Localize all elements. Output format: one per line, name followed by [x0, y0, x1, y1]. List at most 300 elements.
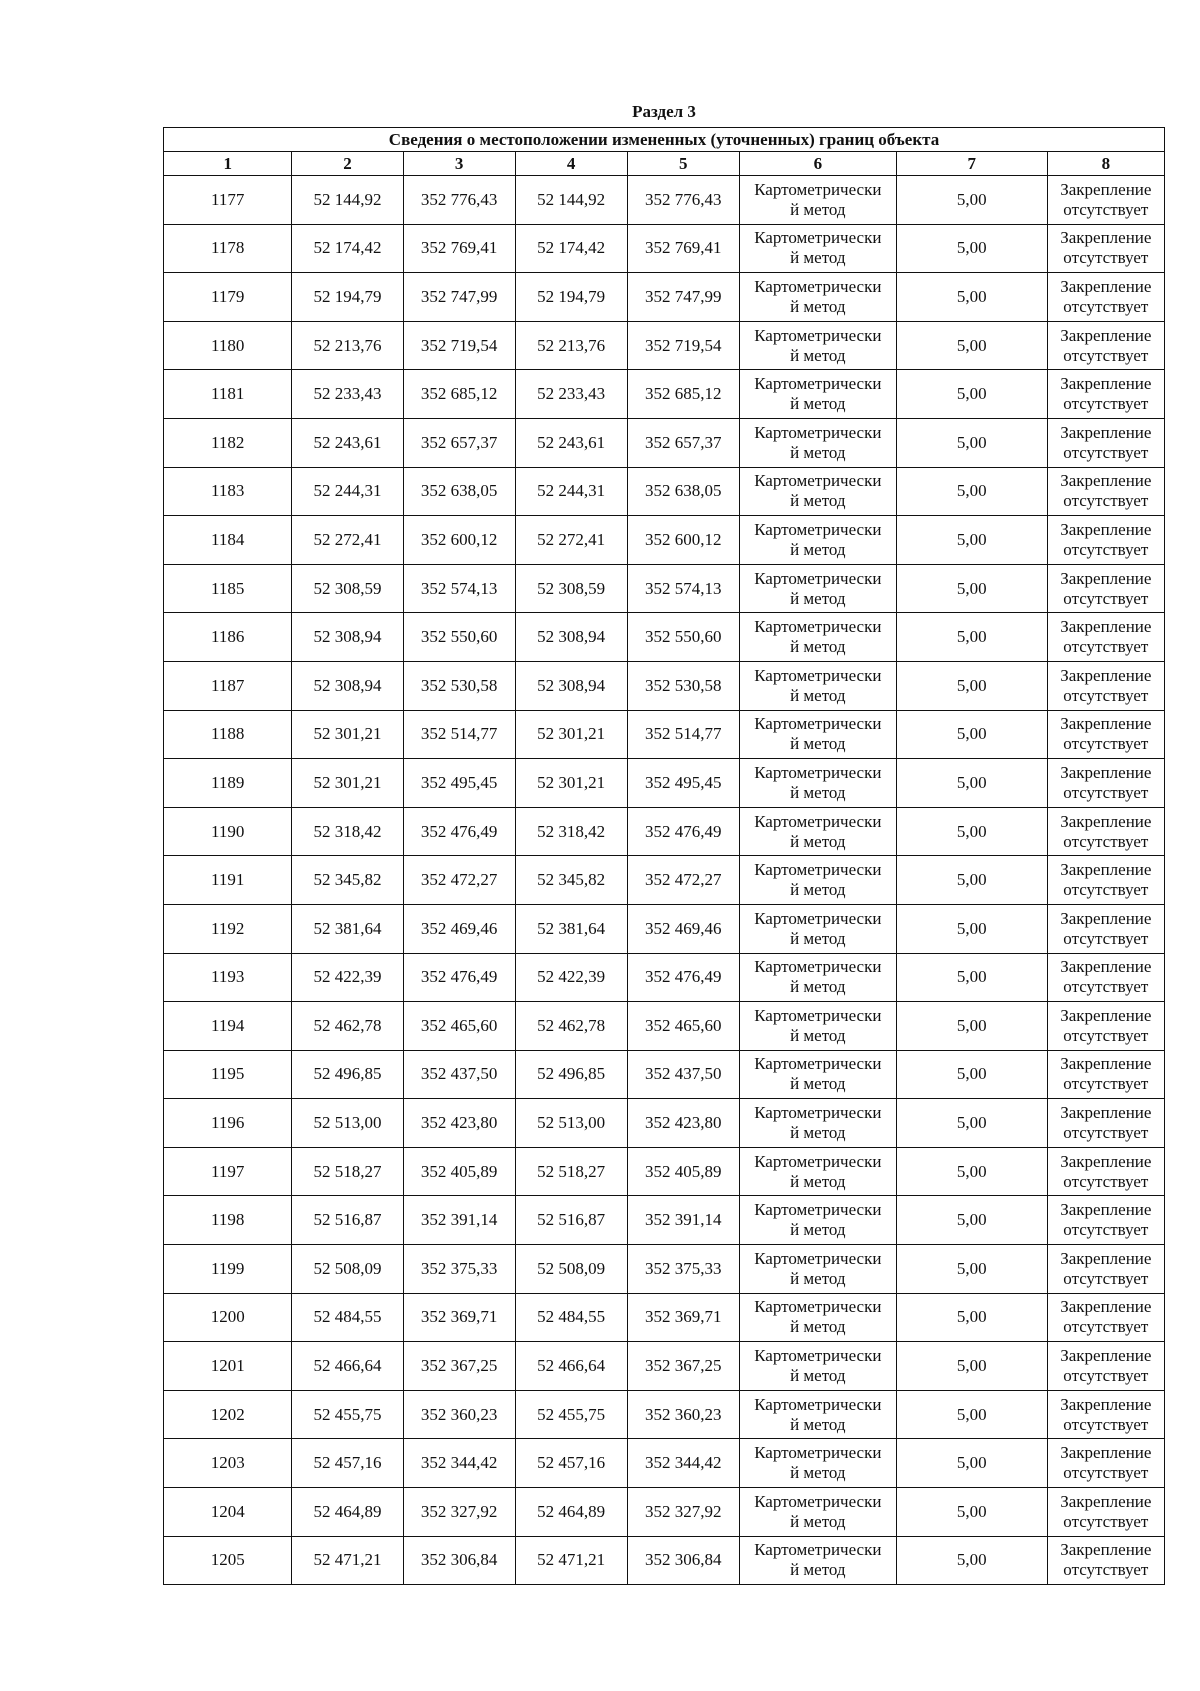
section-title: Раздел 3 — [632, 102, 696, 121]
method-cell-line: Картометрически — [754, 374, 882, 394]
method-cell-line: Картометрически — [754, 1151, 882, 1171]
accuracy-value: 5,00 — [896, 224, 1047, 273]
fixation-cell-line: отсутствует — [1063, 1268, 1149, 1288]
coord-x-new: 52 345,82 — [515, 856, 627, 905]
coord-x-existing: 52 243,61 — [292, 418, 403, 467]
fixation-cell-line: Закрепление — [1060, 811, 1152, 831]
coord-x-existing: 52 308,94 — [292, 613, 403, 662]
coord-x-new: 52 484,55 — [515, 1293, 627, 1342]
method-cell — [739, 516, 896, 565]
method-cell-line: Картометрически — [754, 1346, 882, 1366]
column-number: 3 — [403, 152, 515, 176]
fixation-cell-line: отсутствует — [1063, 637, 1149, 657]
method-cell-line: Картометрически — [754, 325, 882, 345]
fixation-cell-line: отсутствует — [1063, 1511, 1149, 1531]
coord-y-new: 352 375,33 — [627, 1245, 739, 1294]
method-cell-line: Картометрически — [754, 957, 882, 977]
table-row — [164, 1536, 1165, 1585]
coord-y-existing: 352 747,99 — [403, 273, 515, 322]
point-number: 1204 — [164, 1488, 292, 1537]
fixation-cell — [1047, 224, 1164, 273]
accuracy-value: 5,00 — [896, 370, 1047, 419]
method-cell — [739, 759, 896, 808]
accuracy-value: 5,00 — [896, 710, 1047, 759]
method-cell-line: Картометрически — [754, 1394, 882, 1414]
coord-y-new: 352 369,71 — [627, 1293, 739, 1342]
fixation-cell-line: Закрепление — [1060, 908, 1152, 928]
method-cell-line: Картометрически — [754, 471, 882, 491]
method-cell-line: й метод — [790, 637, 846, 657]
accuracy-value: 5,00 — [896, 856, 1047, 905]
method-cell — [739, 176, 896, 225]
point-number: 1188 — [164, 710, 292, 759]
fixation-cell-line: отсутствует — [1063, 539, 1149, 559]
coord-x-new: 52 233,43 — [515, 370, 627, 419]
coord-y-new: 352 769,41 — [627, 224, 739, 273]
accuracy-value: 5,00 — [896, 516, 1047, 565]
table-row — [164, 224, 1165, 273]
table-row — [164, 1196, 1165, 1245]
coord-x-new: 52 144,92 — [515, 176, 627, 225]
coord-x-existing: 52 233,43 — [292, 370, 403, 419]
coord-y-new: 352 776,43 — [627, 176, 739, 225]
coord-y-existing: 352 776,43 — [403, 176, 515, 225]
fixation-cell — [1047, 516, 1164, 565]
coord-x-existing: 52 422,39 — [292, 953, 403, 1002]
point-number: 1179 — [164, 273, 292, 322]
coord-x-new: 52 508,09 — [515, 1245, 627, 1294]
point-number: 1196 — [164, 1099, 292, 1148]
coord-x-existing: 52 318,42 — [292, 807, 403, 856]
fixation-cell-line: отсутствует — [1063, 1025, 1149, 1045]
column-number: 1 — [164, 152, 292, 176]
method-cell-line: Картометрически — [754, 617, 882, 637]
method-cell — [739, 904, 896, 953]
table-row — [164, 176, 1165, 225]
method-cell-line: Картометрически — [754, 811, 882, 831]
fixation-cell-line: отсутствует — [1063, 685, 1149, 705]
method-cell-line: Картометрически — [754, 1248, 882, 1268]
point-number: 1200 — [164, 1293, 292, 1342]
coord-y-existing: 352 514,77 — [403, 710, 515, 759]
fixation-cell — [1047, 807, 1164, 856]
method-cell-line: й метод — [790, 248, 846, 268]
coord-x-existing: 52 345,82 — [292, 856, 403, 905]
fixation-cell-line: Закрепление — [1060, 1151, 1152, 1171]
coord-y-new: 352 638,05 — [627, 467, 739, 516]
accuracy-value: 5,00 — [896, 467, 1047, 516]
method-cell-line: й метод — [790, 1074, 846, 1094]
fixation-cell — [1047, 661, 1164, 710]
method-cell-line: Картометрически — [754, 568, 882, 588]
table-row — [164, 1099, 1165, 1148]
fixation-cell-line: отсутствует — [1063, 394, 1149, 414]
table-row — [164, 1342, 1165, 1391]
accuracy-value: 5,00 — [896, 273, 1047, 322]
table-row — [164, 1293, 1165, 1342]
point-number: 1205 — [164, 1536, 292, 1585]
coord-y-existing: 352 550,60 — [403, 613, 515, 662]
method-cell — [739, 1293, 896, 1342]
point-number: 1193 — [164, 953, 292, 1002]
fixation-cell-line: отсутствует — [1063, 1560, 1149, 1580]
coord-y-new: 352 367,25 — [627, 1342, 739, 1391]
method-cell — [739, 1147, 896, 1196]
fixation-cell-line: Закрепление — [1060, 1540, 1152, 1560]
coord-y-existing: 352 437,50 — [403, 1050, 515, 1099]
coord-x-existing: 52 471,21 — [292, 1536, 403, 1585]
coord-y-existing: 352 476,49 — [403, 807, 515, 856]
fixation-cell-line: Закрепление — [1060, 179, 1152, 199]
fixation-cell — [1047, 904, 1164, 953]
coord-y-existing: 352 469,46 — [403, 904, 515, 953]
coord-y-existing: 352 306,84 — [403, 1536, 515, 1585]
method-cell-line: й метод — [790, 442, 846, 462]
point-number: 1202 — [164, 1390, 292, 1439]
coord-x-new: 52 466,64 — [515, 1342, 627, 1391]
fixation-cell — [1047, 1390, 1164, 1439]
coord-x-new: 52 244,31 — [515, 467, 627, 516]
coord-y-new: 352 465,60 — [627, 1002, 739, 1051]
coord-x-existing: 52 301,21 — [292, 710, 403, 759]
table-row — [164, 1050, 1165, 1099]
coord-y-existing: 352 769,41 — [403, 224, 515, 273]
coord-x-new: 52 174,42 — [515, 224, 627, 273]
method-cell-line: Картометрически — [754, 1005, 882, 1025]
accuracy-value: 5,00 — [896, 1050, 1047, 1099]
fixation-cell — [1047, 1147, 1164, 1196]
method-cell-line: й метод — [790, 685, 846, 705]
point-number: 1199 — [164, 1245, 292, 1294]
method-cell — [739, 856, 896, 905]
coord-y-existing: 352 657,37 — [403, 418, 515, 467]
coord-y-existing: 352 472,27 — [403, 856, 515, 905]
accuracy-value: 5,00 — [896, 321, 1047, 370]
coord-y-new: 352 437,50 — [627, 1050, 739, 1099]
coord-x-new: 52 301,21 — [515, 759, 627, 808]
coord-y-existing: 352 344,42 — [403, 1439, 515, 1488]
point-number: 1189 — [164, 759, 292, 808]
coord-x-new: 52 381,64 — [515, 904, 627, 953]
point-number: 1192 — [164, 904, 292, 953]
column-number: 7 — [896, 152, 1047, 176]
fixation-cell — [1047, 1002, 1164, 1051]
method-cell — [739, 710, 896, 759]
method-cell — [739, 321, 896, 370]
fixation-cell — [1047, 321, 1164, 370]
method-cell-line: й метод — [790, 199, 846, 219]
method-cell-line: й метод — [790, 977, 846, 997]
coord-x-new: 52 464,89 — [515, 1488, 627, 1537]
accuracy-value: 5,00 — [896, 807, 1047, 856]
coord-y-new: 352 530,58 — [627, 661, 739, 710]
method-cell-line: Картометрически — [754, 714, 882, 734]
accuracy-value: 5,00 — [896, 1196, 1047, 1245]
coord-x-new: 52 194,79 — [515, 273, 627, 322]
coord-y-new: 352 495,45 — [627, 759, 739, 808]
coord-x-existing: 52 381,64 — [292, 904, 403, 953]
point-number: 1203 — [164, 1439, 292, 1488]
fixation-cell-line: отсутствует — [1063, 928, 1149, 948]
coord-y-new: 352 514,77 — [627, 710, 739, 759]
fixation-cell — [1047, 856, 1164, 905]
table-row — [164, 467, 1165, 516]
fixation-cell-line: Закрепление — [1060, 1443, 1152, 1463]
coord-y-new: 352 657,37 — [627, 418, 739, 467]
coord-y-new: 352 476,49 — [627, 807, 739, 856]
coord-y-existing: 352 367,25 — [403, 1342, 515, 1391]
coord-x-existing: 52 174,42 — [292, 224, 403, 273]
point-number: 1177 — [164, 176, 292, 225]
coord-x-new: 52 272,41 — [515, 516, 627, 565]
coord-x-new: 52 308,59 — [515, 564, 627, 613]
accuracy-value: 5,00 — [896, 1099, 1047, 1148]
method-cell — [739, 807, 896, 856]
method-cell-line: й метод — [790, 394, 846, 414]
method-cell-line: й метод — [790, 1317, 846, 1337]
method-cell — [739, 224, 896, 273]
fixation-cell-line: отсутствует — [1063, 880, 1149, 900]
coord-x-new: 52 318,42 — [515, 807, 627, 856]
table-row — [164, 321, 1165, 370]
method-cell — [739, 1390, 896, 1439]
coord-y-new: 352 472,27 — [627, 856, 739, 905]
column-number: 8 — [1047, 152, 1164, 176]
coord-y-existing: 352 719,54 — [403, 321, 515, 370]
coord-y-existing: 352 405,89 — [403, 1147, 515, 1196]
method-cell-line: й метод — [790, 1171, 846, 1191]
column-number: 6 — [739, 152, 896, 176]
fixation-cell-line: Закрепление — [1060, 1005, 1152, 1025]
point-number: 1184 — [164, 516, 292, 565]
table-row — [164, 807, 1165, 856]
fixation-cell-line: отсутствует — [1063, 1317, 1149, 1337]
table-row — [164, 418, 1165, 467]
table-row — [164, 661, 1165, 710]
fixation-cell — [1047, 467, 1164, 516]
coord-y-new: 352 306,84 — [627, 1536, 739, 1585]
fixation-cell-line: отсутствует — [1063, 977, 1149, 997]
point-number: 1194 — [164, 1002, 292, 1051]
method-cell-line: й метод — [790, 1025, 846, 1045]
method-cell-line: й метод — [790, 1366, 846, 1386]
table-row — [164, 953, 1165, 1002]
method-cell-line: Картометрически — [754, 422, 882, 442]
coord-x-existing: 52 513,00 — [292, 1099, 403, 1148]
fixation-cell-line: Закрепление — [1060, 957, 1152, 977]
method-cell-line: Картометрически — [754, 1443, 882, 1463]
method-cell-line: Картометрически — [754, 276, 882, 296]
fixation-cell — [1047, 710, 1164, 759]
fixation-cell-line: Закрепление — [1060, 1248, 1152, 1268]
accuracy-value: 5,00 — [896, 1342, 1047, 1391]
table-row — [164, 856, 1165, 905]
coord-y-existing: 352 327,92 — [403, 1488, 515, 1537]
fixation-cell — [1047, 1245, 1164, 1294]
table-row — [164, 273, 1165, 322]
point-number: 1198 — [164, 1196, 292, 1245]
boundary-table — [163, 127, 1165, 1585]
fixation-cell-line: отсутствует — [1063, 1414, 1149, 1434]
method-cell-line: й метод — [790, 1414, 846, 1434]
fixation-cell-line: отсутствует — [1063, 248, 1149, 268]
fixation-cell-line: отсутствует — [1063, 442, 1149, 462]
table-caption-row — [164, 128, 1165, 152]
accuracy-value: 5,00 — [896, 759, 1047, 808]
method-cell-line: й метод — [790, 782, 846, 802]
fixation-cell — [1047, 1439, 1164, 1488]
method-cell — [739, 1245, 896, 1294]
accuracy-value: 5,00 — [896, 1439, 1047, 1488]
fixation-cell-line: отсутствует — [1063, 1123, 1149, 1143]
coord-y-new: 352 685,12 — [627, 370, 739, 419]
method-cell — [739, 1099, 896, 1148]
fixation-cell-line: отсутствует — [1063, 491, 1149, 511]
point-number: 1178 — [164, 224, 292, 273]
column-number-row — [164, 152, 1165, 176]
table-row — [164, 759, 1165, 808]
point-number: 1197 — [164, 1147, 292, 1196]
method-cell-line: Картометрически — [754, 228, 882, 248]
method-cell-line: й метод — [790, 491, 846, 511]
method-cell — [739, 1002, 896, 1051]
method-cell — [739, 661, 896, 710]
fixation-cell-line: Закрепление — [1060, 1103, 1152, 1123]
coord-y-new: 352 550,60 — [627, 613, 739, 662]
fixation-cell-line: отсутствует — [1063, 782, 1149, 802]
column-number: 4 — [515, 152, 627, 176]
coord-x-new: 52 213,76 — [515, 321, 627, 370]
coord-y-existing: 352 423,80 — [403, 1099, 515, 1148]
fixation-cell-line: отсутствует — [1063, 588, 1149, 608]
fixation-cell-line: Закрепление — [1060, 1054, 1152, 1074]
fixation-cell — [1047, 1293, 1164, 1342]
fixation-cell-line: Закрепление — [1060, 471, 1152, 491]
coord-y-existing: 352 495,45 — [403, 759, 515, 808]
method-cell-line: Картометрически — [754, 1054, 882, 1074]
coord-y-new: 352 405,89 — [627, 1147, 739, 1196]
method-cell-line: Картометрически — [754, 519, 882, 539]
coord-y-new: 352 344,42 — [627, 1439, 739, 1488]
method-cell — [739, 1050, 896, 1099]
fixation-cell — [1047, 176, 1164, 225]
point-number: 1185 — [164, 564, 292, 613]
fixation-cell-line: Закрепление — [1060, 374, 1152, 394]
method-cell-line: Картометрически — [754, 908, 882, 928]
coord-x-existing: 52 308,94 — [292, 661, 403, 710]
coord-x-new: 52 516,87 — [515, 1196, 627, 1245]
accuracy-value: 5,00 — [896, 1147, 1047, 1196]
table-row — [164, 904, 1165, 953]
fixation-cell-line: отсутствует — [1063, 1171, 1149, 1191]
accuracy-value: 5,00 — [896, 904, 1047, 953]
fixation-cell-line: отсутствует — [1063, 296, 1149, 316]
method-cell — [739, 1439, 896, 1488]
method-cell-line: й метод — [790, 1220, 846, 1240]
accuracy-value: 5,00 — [896, 564, 1047, 613]
coord-y-new: 352 747,99 — [627, 273, 739, 322]
method-cell-line: Картометрически — [754, 1103, 882, 1123]
table-row — [164, 370, 1165, 419]
coord-x-new: 52 308,94 — [515, 613, 627, 662]
method-cell-line: й метод — [790, 880, 846, 900]
coord-x-new: 52 513,00 — [515, 1099, 627, 1148]
coord-x-new: 52 422,39 — [515, 953, 627, 1002]
fixation-cell — [1047, 1536, 1164, 1585]
column-number: 2 — [292, 152, 403, 176]
fixation-cell-line: Закрепление — [1060, 325, 1152, 345]
coord-x-existing: 52 462,78 — [292, 1002, 403, 1051]
method-cell-line: й метод — [790, 539, 846, 559]
fixation-cell-line: Закрепление — [1060, 519, 1152, 539]
point-number: 1187 — [164, 661, 292, 710]
coord-y-existing: 352 369,71 — [403, 1293, 515, 1342]
fixation-cell — [1047, 273, 1164, 322]
method-cell-line: й метод — [790, 734, 846, 754]
coord-y-existing: 352 476,49 — [403, 953, 515, 1002]
coord-x-existing: 52 301,21 — [292, 759, 403, 808]
coord-y-new: 352 574,13 — [627, 564, 739, 613]
table-row — [164, 1245, 1165, 1294]
coord-x-new: 52 457,16 — [515, 1439, 627, 1488]
table-caption: Сведения о местоположении измененных (уточненных) границ объекта — [164, 128, 1165, 152]
method-cell-line: Картометрически — [754, 1540, 882, 1560]
coord-y-new: 352 476,49 — [627, 953, 739, 1002]
coord-x-new: 52 518,27 — [515, 1147, 627, 1196]
method-cell — [739, 1536, 896, 1585]
coord-y-existing: 352 465,60 — [403, 1002, 515, 1051]
coord-y-existing: 352 375,33 — [403, 1245, 515, 1294]
coord-x-new: 52 308,94 — [515, 661, 627, 710]
accuracy-value: 5,00 — [896, 613, 1047, 662]
method-cell-line: й метод — [790, 588, 846, 608]
fixation-cell-line: Закрепление — [1060, 228, 1152, 248]
method-cell-line: й метод — [790, 296, 846, 316]
coord-x-existing: 52 516,87 — [292, 1196, 403, 1245]
fixation-cell-line: Закрепление — [1060, 1200, 1152, 1220]
fixation-cell-line: Закрепление — [1060, 276, 1152, 296]
fixation-cell-line: отсутствует — [1063, 831, 1149, 851]
coord-x-existing: 52 466,64 — [292, 1342, 403, 1391]
accuracy-value: 5,00 — [896, 1245, 1047, 1294]
point-number: 1190 — [164, 807, 292, 856]
method-cell-line: Картометрически — [754, 179, 882, 199]
method-cell-line: й метод — [790, 1511, 846, 1531]
method-cell — [739, 613, 896, 662]
coord-x-existing: 52 244,31 — [292, 467, 403, 516]
coord-x-new: 52 455,75 — [515, 1390, 627, 1439]
fixation-cell-line: отсутствует — [1063, 1463, 1149, 1483]
fixation-cell-line: Закрепление — [1060, 762, 1152, 782]
table-body — [164, 176, 1165, 1585]
coord-x-existing: 52 308,59 — [292, 564, 403, 613]
fixation-cell-line: Закрепление — [1060, 1346, 1152, 1366]
method-cell-line: Картометрически — [754, 762, 882, 782]
coord-x-existing: 52 455,75 — [292, 1390, 403, 1439]
table-row — [164, 1390, 1165, 1439]
fixation-cell — [1047, 759, 1164, 808]
table-row — [164, 613, 1165, 662]
table-row — [164, 1147, 1165, 1196]
accuracy-value: 5,00 — [896, 661, 1047, 710]
fixation-cell-line: отсутствует — [1063, 1074, 1149, 1094]
fixation-cell — [1047, 1099, 1164, 1148]
point-number: 1181 — [164, 370, 292, 419]
method-cell-line: Картометрически — [754, 1200, 882, 1220]
coord-x-new: 52 301,21 — [515, 710, 627, 759]
method-cell — [739, 1342, 896, 1391]
method-cell — [739, 1196, 896, 1245]
